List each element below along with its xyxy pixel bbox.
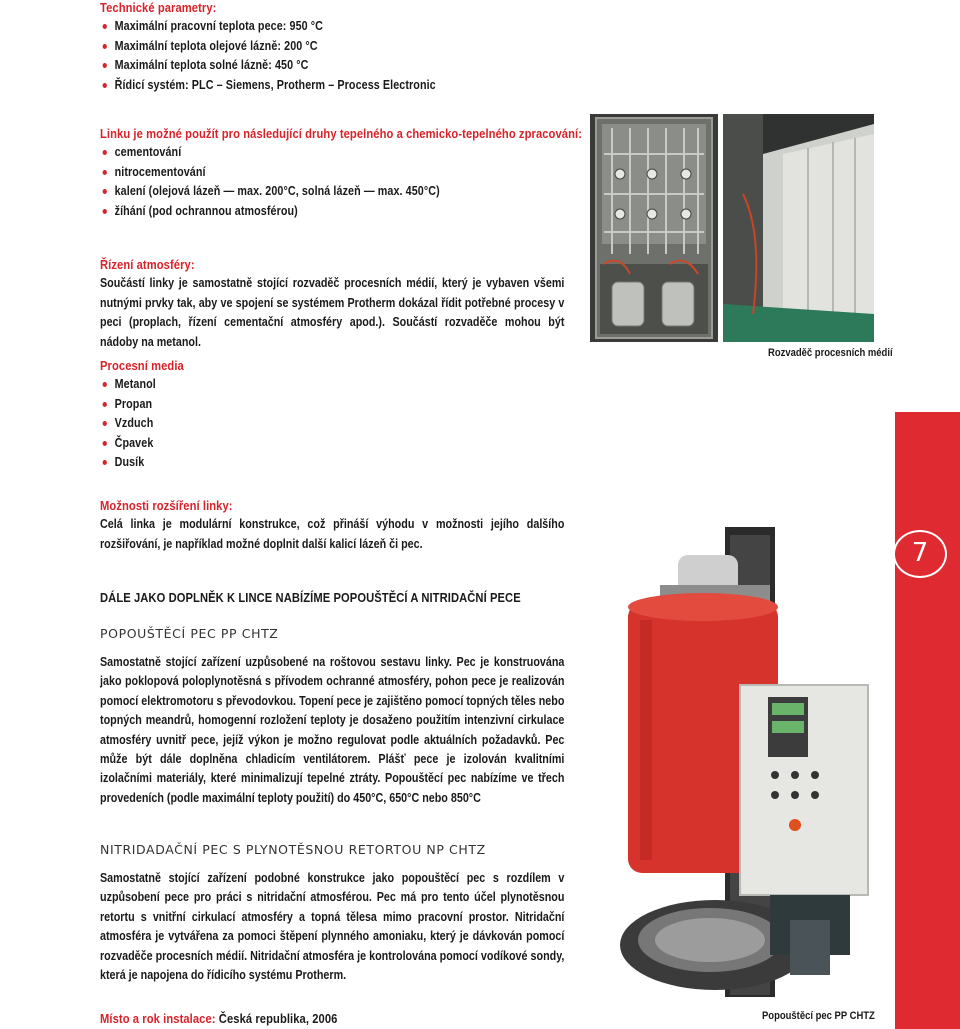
page-side-bar (895, 412, 960, 1029)
cabinet-interior-photo (590, 114, 718, 342)
list-item: Čpavek (100, 434, 184, 453)
installation-value: Česká republika, 2006 (218, 1011, 338, 1026)
expansion-section (100, 496, 640, 554)
tech-heading: Technické parametry: (100, 0, 217, 15)
cabinet-caption: Rozvaděč procesních médií (768, 347, 893, 359)
expansion-heading: Možnosti rozšíření linky: (100, 498, 233, 513)
list-item: Vzduch (100, 414, 184, 433)
list-item: Maximální teplota olejové lázně: 200 °C (100, 37, 436, 56)
tempering-title: POPOUŠTĚCÍ PEC PP CHTZ (100, 626, 279, 641)
list-item: Dusík (100, 453, 184, 472)
uses-list (100, 143, 582, 221)
page-number: 7 (911, 538, 929, 568)
media-heading: Procesní media (100, 358, 184, 373)
nitriding-title: NITRIDADAČNÍ PEC S PLYNOTĚSNOU RETORTOU NP CHTZ (100, 842, 486, 857)
atmosphere-heading: Řízení atmosféry: (100, 257, 195, 272)
offer-heading: DÁLE JAKO DOPLNĚK K LINCE NABÍZÍME POPOUŠTĚCÍ A NITRIDAČNÍ PECE (100, 590, 521, 605)
cabinet-hall-photo (723, 114, 874, 342)
tech-section (100, 0, 436, 95)
atmosphere-text: Součástí linky je samostatně stojící rozvaděč procesních médií, který je vybaven všemi nutnými prvky tak, aby ve spojení se systémem Protherm dokázal řídit potřebné procesy v peci (proplach, řízení cementační atmosféry apod.). Součástí rozvaděče mohou být nádoby na metanol. (100, 276, 565, 349)
uses-heading: Linku je možné použít pro následující druhy tepelného a chemicko-tepelného zpracování: (100, 126, 583, 141)
list-item: Maximální pracovní teplota pece: 950 °C (100, 17, 436, 36)
tempering-text: Samostatně stojící zařízení uzpůsobené na roštovou sestavu linky. Pec je konstruována jako poklopová poloplynotěsná s přívodem ochranné atmosféry, pohon pece je realizován pomocí elektromotoru s převodovkou. Topení pece je zajištěno pomocí topných těles nebo topných meandrů, homogenní rozložení teploty je dosaženo použitím intenzivní cirkulace atmosféry uvnitř pece, jejíž výkon je možno regulovat podle aktuálních požadavků. Pec může být dále doplněna chladicím ventilátorem. Plášť pece je izolován kvalitními izolačními materiály, které minimalizují tepelné ztráty. Popouštěcí pec nabízíme ve třech provedeních (podle maximální teploty použití) do 450°C, 650°C nebo 850°C (100, 655, 565, 805)
list-item: Maximální teplota solné lázně: 450 °C (100, 56, 436, 75)
uses-section (100, 124, 582, 221)
expansion-text: Celá linka je modulární konstrukce, což přináší výhodu v možnosti jejího dalšího rozšiřování, je například možné doplnit další kalicí lázeň či pec. (100, 517, 565, 551)
list-item: žíhání (pod ochrannou atmosférou) (100, 202, 582, 221)
tempering-furnace-photo (600, 525, 882, 1010)
list-item: kalení (olejová lázeň — max. 200°C, solná lázeň — max. 450°C) (100, 182, 582, 201)
nitriding-text: Samostatně stojící zařízení podobné konstrukce jako popouštěcí pec s rozdílem v uzpůsobení pece pro práci s nitridační atmosférou. Pec má pro tento účel plynotěsnou retortu s vnitřní cirkulací atmosféry a topná tělesa mimo pracovní prostor. Nitridační atmosféra je vytvářena za pomoci štěpení plynného amoniaku, který je dávkován pomocí rozvaděče procesních médií. Nitridační atmosféra je kontrolována pomocí vodíkové sondy, která je napojena do řídicího systému Protherm. (100, 871, 565, 983)
installation-label: Místo a rok instalace: (100, 1011, 216, 1026)
list-item: cementování (100, 143, 582, 162)
list-item: Propan (100, 395, 184, 414)
furnace-caption: Popouštěcí pec PP CHTZ (762, 1010, 875, 1022)
atmosphere-section (100, 255, 640, 352)
list-item: nitrocementování (100, 163, 582, 182)
list-item: Metanol (100, 375, 184, 394)
installation-line (100, 1009, 337, 1028)
tech-list (100, 17, 436, 95)
list-item: Řídicí systém: PLC – Siemens, Protherm – Process Electronic (100, 76, 436, 95)
media-section (100, 356, 184, 472)
media-list (100, 375, 184, 472)
